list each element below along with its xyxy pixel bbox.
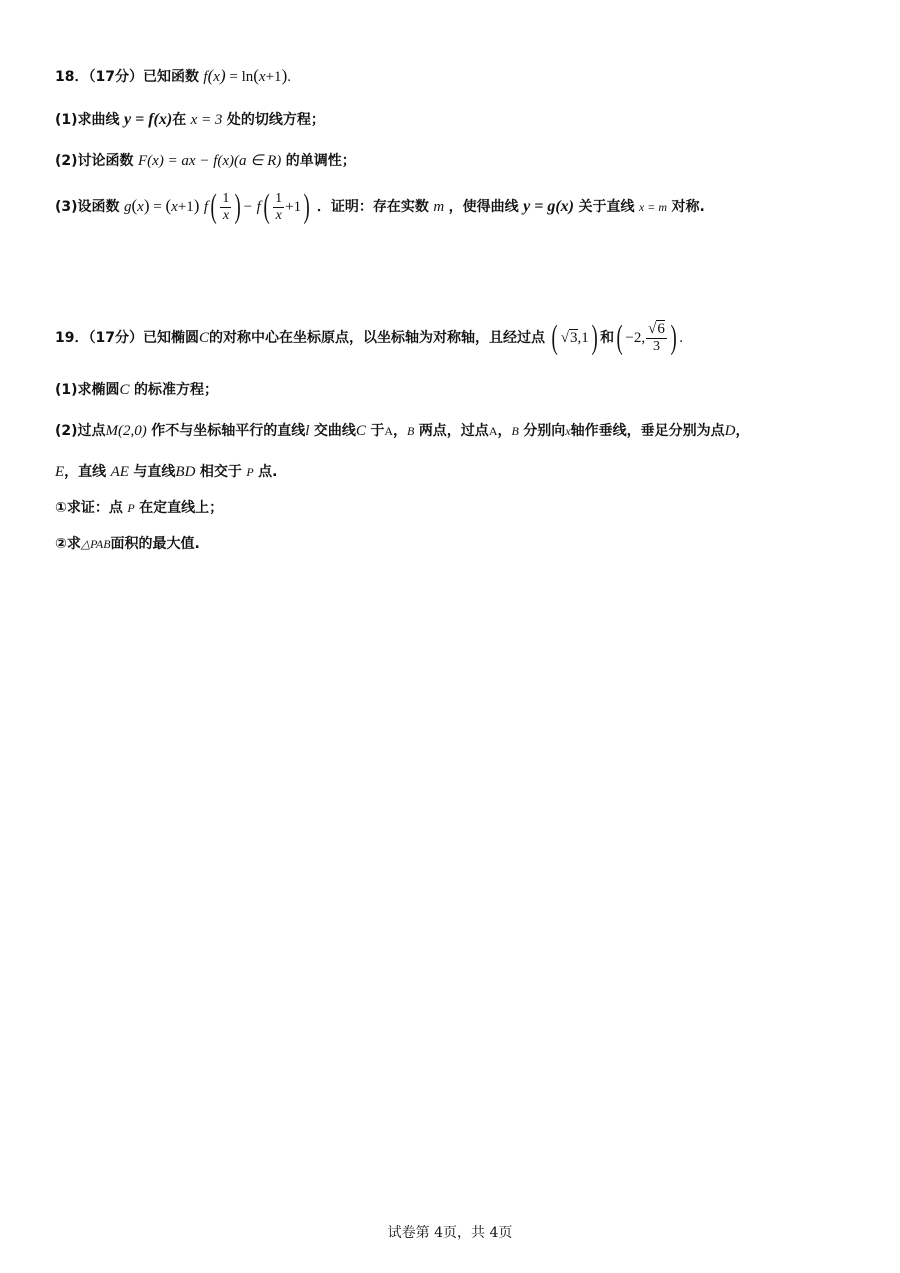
q19-p2-B: B <box>407 424 415 438</box>
q18-p3-text-e: 对称. <box>671 199 705 215</box>
page-footer: 试卷第 4页，共 4页 <box>387 1225 513 1241</box>
q18-p3-curve: y = g(x) <box>523 198 574 215</box>
q19-p2-text-g: 轴作垂线，垂足分别为点 <box>570 423 725 439</box>
q19-p2-B2: B <box>511 424 519 438</box>
q19-p2-label: (2) <box>55 423 78 439</box>
q19-s2-text-a: 求 <box>66 536 81 552</box>
q19-sub2 <box>55 534 200 554</box>
q19-p2-BD: BD <box>175 464 196 480</box>
q19-p2-text-c: 交曲线 <box>313 423 356 439</box>
q19-p1-C: C <box>119 382 130 398</box>
q19-title-line: 19．（17分）已知椭圆C的对称中心在坐标原点，以坐标轴为对称轴，且经过点 ( √3,1) 和( −2, $\frac{√6}{3}$ ) . <box>55 319 683 356</box>
q18-p3-m: m <box>433 199 445 215</box>
q19-p2-text-d: 于 <box>370 423 385 439</box>
q18-part2 <box>55 151 356 171</box>
q19-point-1: ( √3,1) <box>551 319 598 356</box>
q18-p2-label: (2) <box>55 153 78 169</box>
q18-part1 <box>55 110 325 130</box>
q19-text-a: 的对称中心在坐标原点，以坐标轴为对称轴，且经过点 <box>208 330 545 346</box>
q18-p3-text-d: 关于直线 <box>578 199 635 215</box>
q19-part2-line2 <box>55 462 277 482</box>
q19-p2-text-f: 分别向 <box>523 423 566 439</box>
q18-p3-text-c: ，使得曲线 <box>448 199 519 215</box>
q19-C: C <box>198 330 209 346</box>
q19-p2-text-j: 相交于 <box>199 464 242 480</box>
q19-point-2: ( −2, $\frac{√6}{3}$ ) <box>616 319 677 356</box>
q19-head: 19．（17分）已知椭圆 <box>55 330 199 346</box>
q19-p2-M: M(2,0) <box>105 423 147 439</box>
q18-title-line: 18．（17分）已知函数 f(x) = ln(x+1). <box>55 66 291 85</box>
q19-part1 <box>55 380 218 400</box>
q18-p1-curve: y = f(x) <box>124 111 173 128</box>
q18-p1-label: (1) <box>55 112 78 128</box>
q19-p1-label: (1) <box>55 382 78 398</box>
q18-p2-func: F(x) = ax − f(x)(a ∈ R) <box>138 153 282 169</box>
q19-p2-l: l <box>305 423 310 439</box>
q19-s2-triangle: △PAB <box>80 537 111 551</box>
q19-s1-P: P <box>127 501 135 515</box>
q19-p1-text-b: 的标准方程； <box>134 382 219 398</box>
q19-p1-text: 求椭圆 <box>77 382 120 398</box>
q19-s1-label: ① <box>55 500 67 516</box>
q19-p2-A: A <box>384 424 394 438</box>
q19-sub1 <box>55 498 223 518</box>
q18-p1-text: 求曲线 <box>77 112 120 128</box>
q18-p3-text-b: ．证明：存在实数 <box>316 199 429 215</box>
q18-p1-cond: x = 3 <box>190 112 223 128</box>
q19-p2-D: D <box>724 423 736 439</box>
q18-p1-text-c: 处的切线方程； <box>226 112 325 128</box>
q19-p2-x: x <box>565 424 571 438</box>
q19-p2-text-a: 过点 <box>77 423 106 439</box>
q19-p2-A2: A <box>488 424 498 438</box>
q18-p3-text: 设函数 <box>77 199 120 215</box>
q19-p2-comma2: ， <box>497 423 512 439</box>
q18-part3 <box>55 186 705 227</box>
q19-p2-text-k: 点. <box>258 464 278 480</box>
q18-p2-text: 讨论函数 <box>77 153 134 169</box>
q19-p2-AE: AE <box>110 464 129 480</box>
q18-p3-g-expression: g(x) = (x+1) f( $\frac{1}{x}$ ) − f( $\frac{1}{x}$ +1) <box>124 188 310 225</box>
q19-p2-text-b: 作不与坐标轴平行的直线 <box>151 423 306 439</box>
q19-p2-text-h: ，直线 <box>64 464 107 480</box>
q19-p2-text-i: 与直线 <box>133 464 176 480</box>
q19-s2-text-b: 面积的最大值. <box>110 536 200 552</box>
q18-p2-text-b: 的单调性； <box>285 153 356 169</box>
q19-p2-E: E <box>55 464 65 480</box>
q19-p2-comma: ， <box>393 423 408 439</box>
q19-p2-text-e: 两点，过点 <box>418 423 489 439</box>
q18-p3-line: x = m <box>638 200 667 214</box>
q18-head: 18．（17分）已知函数 <box>55 69 199 85</box>
q19-s2-label: ② <box>55 536 67 552</box>
q19-s1-text-a: 求证：点 <box>66 500 123 516</box>
q18-p1-text-b: 在 <box>172 112 187 128</box>
q19-and: 和 <box>600 330 615 346</box>
q19-part2-line1: (2)过点M(2,0) 作不与坐标轴平行的直线l 交曲线C 于A，B 两点，过点A，B 分别向x轴作垂线，垂足分别为点D， <box>55 423 750 439</box>
q19-p2-C: C <box>355 423 366 439</box>
q19-p2-P: P <box>246 465 254 479</box>
q18-p3-label: (3) <box>55 199 78 215</box>
q18-function-def: f(x) <box>203 66 226 85</box>
q19-s1-text-b: 在定直线上； <box>139 500 224 516</box>
